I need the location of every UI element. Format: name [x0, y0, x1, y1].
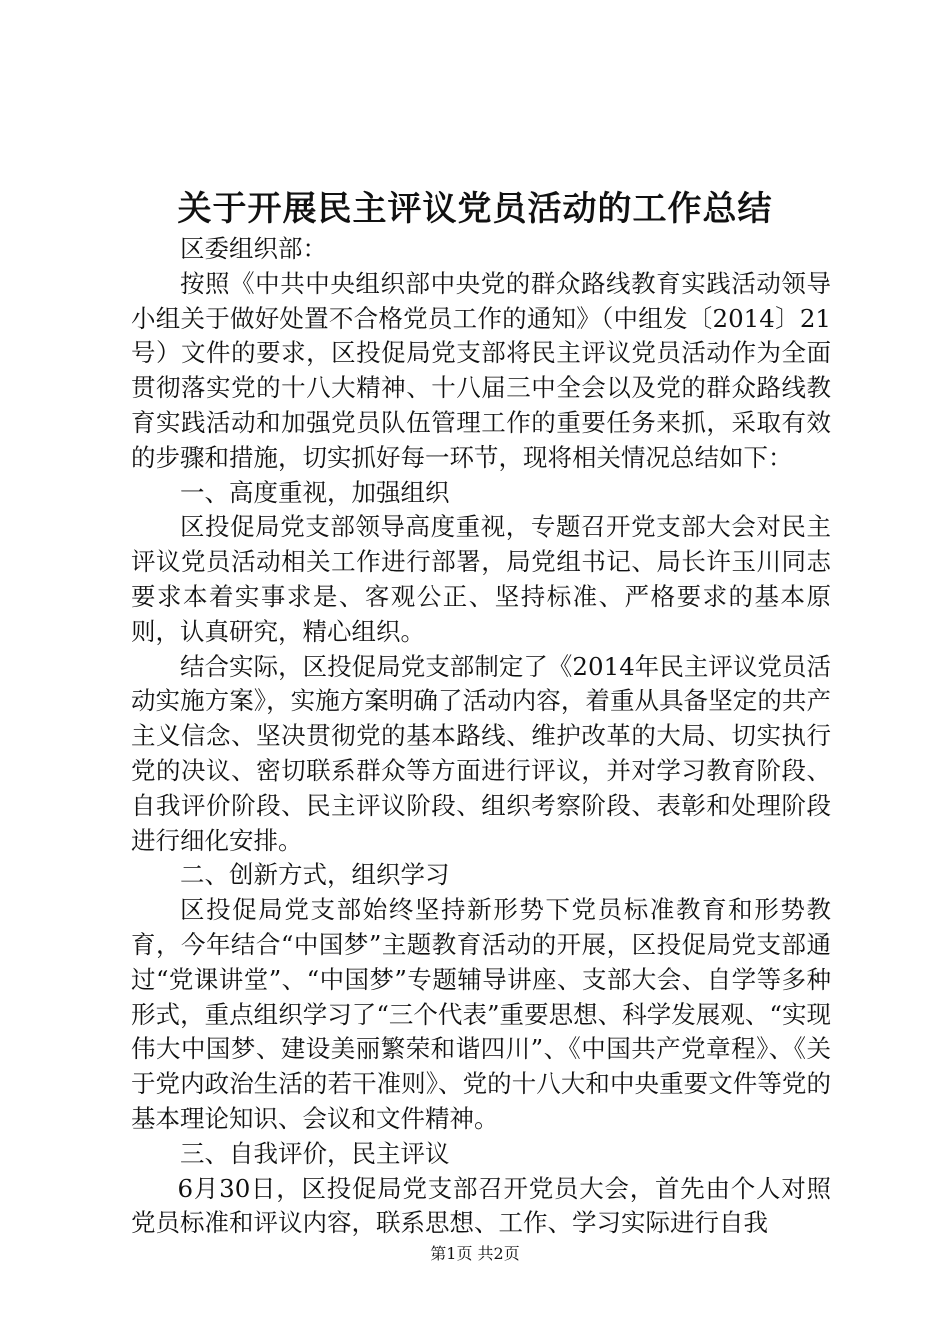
section-heading-2: 二、创新方式，组织学习: [180, 860, 450, 890]
section-heading-1: 一、高度重视，加强组织: [180, 477, 450, 507]
document-body: [131, 232, 831, 1241]
salutation: 区委组织部：: [180, 234, 327, 263]
paragraph-section1-a: 区投促局党支部领导高度重视，专题召开党支部大会对民主评议党员活动相关工作进行部署，局党组书记、局长许玉川同志要求本着实事求是、客观公正、坚持标准、严格要求的基本原则，认真研究，精心组织。: [131, 512, 831, 646]
section-heading-3: 三、自我评价，民主评议: [180, 1138, 450, 1168]
paragraph-section2: 区投促局党支部始终坚持新形势下党员标准教育和形势教育，今年结合“中国梦”主题教育活动的开展，区投促局党支部通过“党课讲堂”、“中国梦”专题辅导讲座、支部大会、自学等多种形式，重点组织学习了“三个代表”重要思想、科学发展观、“实现伟大中国梦、建设美丽繁荣和谐四川”、《中国共产党章程》、《关于党内政治生活的若干准则》、党的十八大和中央重要文件等党的基本理论知识、会议和文件精神。: [131, 895, 831, 1133]
document-title: 关于开展民主评议党员活动的工作总结: [177, 189, 773, 229]
paragraph-section1-b: 结合实际，区投促局党支部制定了《2014年民主评议党员活动实施方案》，实施方案明确了活动内容，着重从具备坚定的共产主义信念、坚决贯彻党的基本路线、维护改革的大局、切实执行党的决议、密切联系群众等方面进行评议，并对学习教育阶段、自我评价阶段、民主评议阶段、组织考察阶段、表彰和处理阶段进行细化安排。: [131, 651, 831, 855]
page-number: 第1页 共2页: [430, 1244, 520, 1263]
paragraph-section3: 6月30日，区投促局党支部召开党员大会，首先由个人对照党员标准和评议内容，联系思想、工作、学习实际进行自我: [131, 1173, 831, 1238]
page-footer: [0, 1243, 950, 1265]
paragraph-intro: 按照《中共中央组织部中央党的群众路线教育实践活动领导小组关于做好处置不合格党员工作的通知》（中组发〔2014〕21号）文件的要求，区投促局党支部将民主评议党员活动作为全面贯彻落实党的十八大精神、十八届三中全会以及党的群众路线教育实践活动和加强党员队伍管理工作的重要任务来抓，采取有效的步骤和措施，切实抓好每一环节，现将相关情况总结如下：: [131, 268, 831, 472]
